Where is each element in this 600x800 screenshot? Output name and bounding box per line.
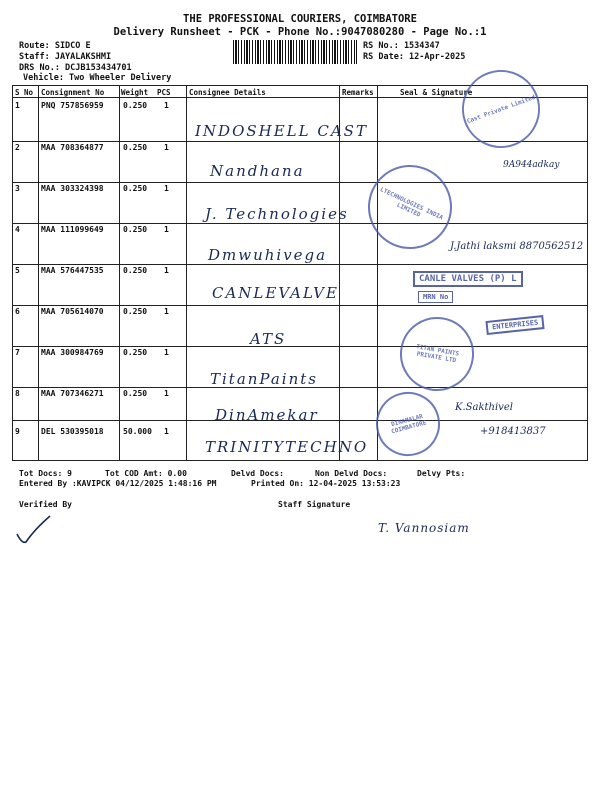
rs-date: RS Date: 12-Apr-2025 — [363, 52, 466, 62]
titan-paints-stamp: TITAN PAINTS PRIVATE LTD — [394, 311, 480, 397]
row-sno: 9 — [15, 427, 20, 436]
handwritten-consignee: ATS — [250, 330, 287, 348]
th-sno: S No — [15, 88, 34, 97]
row-consignment: MAA 707346271 — [41, 389, 104, 398]
row-weight: 0.250 — [123, 266, 148, 275]
row-consignment: MAA 303324398 — [41, 184, 104, 193]
handwritten-phone: +918413837 — [480, 426, 546, 437]
printed-on: Printed On: 12-04-2025 13:53:23 — [251, 479, 401, 488]
handwritten-consignee: DinAmekar — [215, 406, 319, 424]
th-consignee: Consignee Details — [189, 88, 266, 97]
handwritten-consignee: Nandhana — [210, 162, 305, 180]
row-weight: 0.250 — [123, 225, 148, 234]
row-pcs: 1 — [164, 143, 169, 152]
company-rect-stamp-mrn: MRN No — [418, 291, 453, 303]
row-sno: 3 — [15, 184, 20, 193]
row-weight: 50.000 — [123, 427, 152, 436]
th-consignment: Consignment No — [41, 88, 105, 97]
th-seal: Seal & Signature — [400, 88, 473, 97]
handwritten-consignee: J. Technologies — [205, 205, 349, 223]
checkmark-signature-icon — [14, 512, 54, 548]
handwritten-consignee: INDOSHELL CAST — [195, 122, 368, 140]
tot-cod: Tot COD Amt: 0.00 — [105, 469, 187, 478]
row-consignment: MAA 708364877 — [41, 143, 104, 152]
row-sno: 6 — [15, 307, 20, 316]
row-pcs: 1 — [164, 101, 169, 110]
row-sno: 1 — [15, 101, 20, 110]
verified-by: Verified By — [19, 500, 72, 509]
vehicle-label: Vehicle: Two Wheeler Delivery — [23, 73, 172, 83]
row-sno: 7 — [15, 348, 20, 357]
non-delvd-docs: Non Delvd Docs: — [315, 469, 388, 478]
delvy-pts: Delvy Pts: — [417, 469, 466, 478]
row-sno: 4 — [15, 225, 20, 234]
row-weight: 0.250 — [123, 101, 148, 110]
route-label: Route: SIDCO E — [19, 41, 91, 51]
company-seal-stamp: Cast Private Limited — [451, 59, 551, 159]
row-pcs: 1 — [164, 184, 169, 193]
row-weight: 0.250 — [123, 143, 148, 152]
row-weight: 0.250 — [123, 307, 148, 316]
row-pcs: 1 — [164, 225, 169, 234]
row-consignment: MAA 576447535 — [41, 266, 104, 275]
row-consignment: MAA 300984769 — [41, 348, 104, 357]
row-sno: 5 — [15, 266, 20, 275]
row-sno: 2 — [15, 143, 20, 152]
company-title: THE PROFESSIONAL COURIERS, COIMBATORE — [183, 13, 417, 25]
handwritten-phone: 9A944adkay — [503, 160, 560, 170]
row-weight: 0.250 — [123, 348, 148, 357]
row-pcs: 1 — [164, 389, 169, 398]
handwritten-consignee: Dmwuhivega — [208, 246, 328, 264]
handwritten-signature: K.Sakthivel — [455, 402, 513, 413]
row-consignment: PNQ 757856959 — [41, 101, 104, 110]
enterprise-stamp: ENTERPRISES — [485, 315, 545, 335]
row-consignment: DEL 530395018 — [41, 427, 104, 436]
row-pcs: 1 — [164, 427, 169, 436]
company-seal-stamp: LTECHNOLOGIES INDIA LIMITED — [354, 151, 466, 263]
row-pcs: 1 — [164, 348, 169, 357]
th-pcs: PCS — [157, 88, 171, 97]
row-consignment: MAA 111099649 — [41, 225, 104, 234]
th-weight: Weight — [121, 88, 149, 97]
row-sno: 8 — [15, 389, 20, 398]
rs-number: RS No.: 1534347 — [363, 41, 440, 51]
row-weight: 0.250 — [123, 389, 148, 398]
row-weight: 0.250 — [123, 184, 148, 193]
drs-number: DRS No.: DCJB153434701 — [19, 63, 132, 73]
handwritten-signature: J.Jathi laksmi 8870562512 — [450, 241, 584, 252]
delvd-docs: Delvd Docs: — [231, 469, 284, 478]
staff-label: Staff: JAYALAKSHMI — [19, 52, 112, 62]
handwritten-consignee: TRINITYTECHNO — [205, 438, 369, 456]
row-consignment: MAA 705614070 — [41, 307, 104, 316]
staff-signature-label: Staff Signature — [278, 500, 351, 509]
row-pcs: 1 — [164, 307, 169, 316]
row-pcs: 1 — [164, 266, 169, 275]
handwritten-consignee: CANLEVALVE — [212, 284, 339, 302]
barcode — [233, 40, 357, 64]
th-remarks: Remarks — [342, 88, 374, 97]
staff-handwritten-signature: T. Vannosiam — [378, 521, 470, 535]
handwritten-consignee: TitanPaints — [210, 370, 318, 388]
runsheet-subtitle: Delivery Runsheet - PCK - Phone No.:9047080280 - Page No.:1 — [113, 26, 487, 38]
entered-by: Entered By :KAVIPCK 04/12/2025 1:48:16 PM — [19, 479, 217, 488]
company-rect-stamp: CANLE VALVES (P) L — [413, 271, 523, 287]
dinamalar-stamp: DINAMALAR COIMBATORE — [369, 385, 447, 463]
tot-docs: Tot Docs: 9 — [19, 469, 72, 478]
